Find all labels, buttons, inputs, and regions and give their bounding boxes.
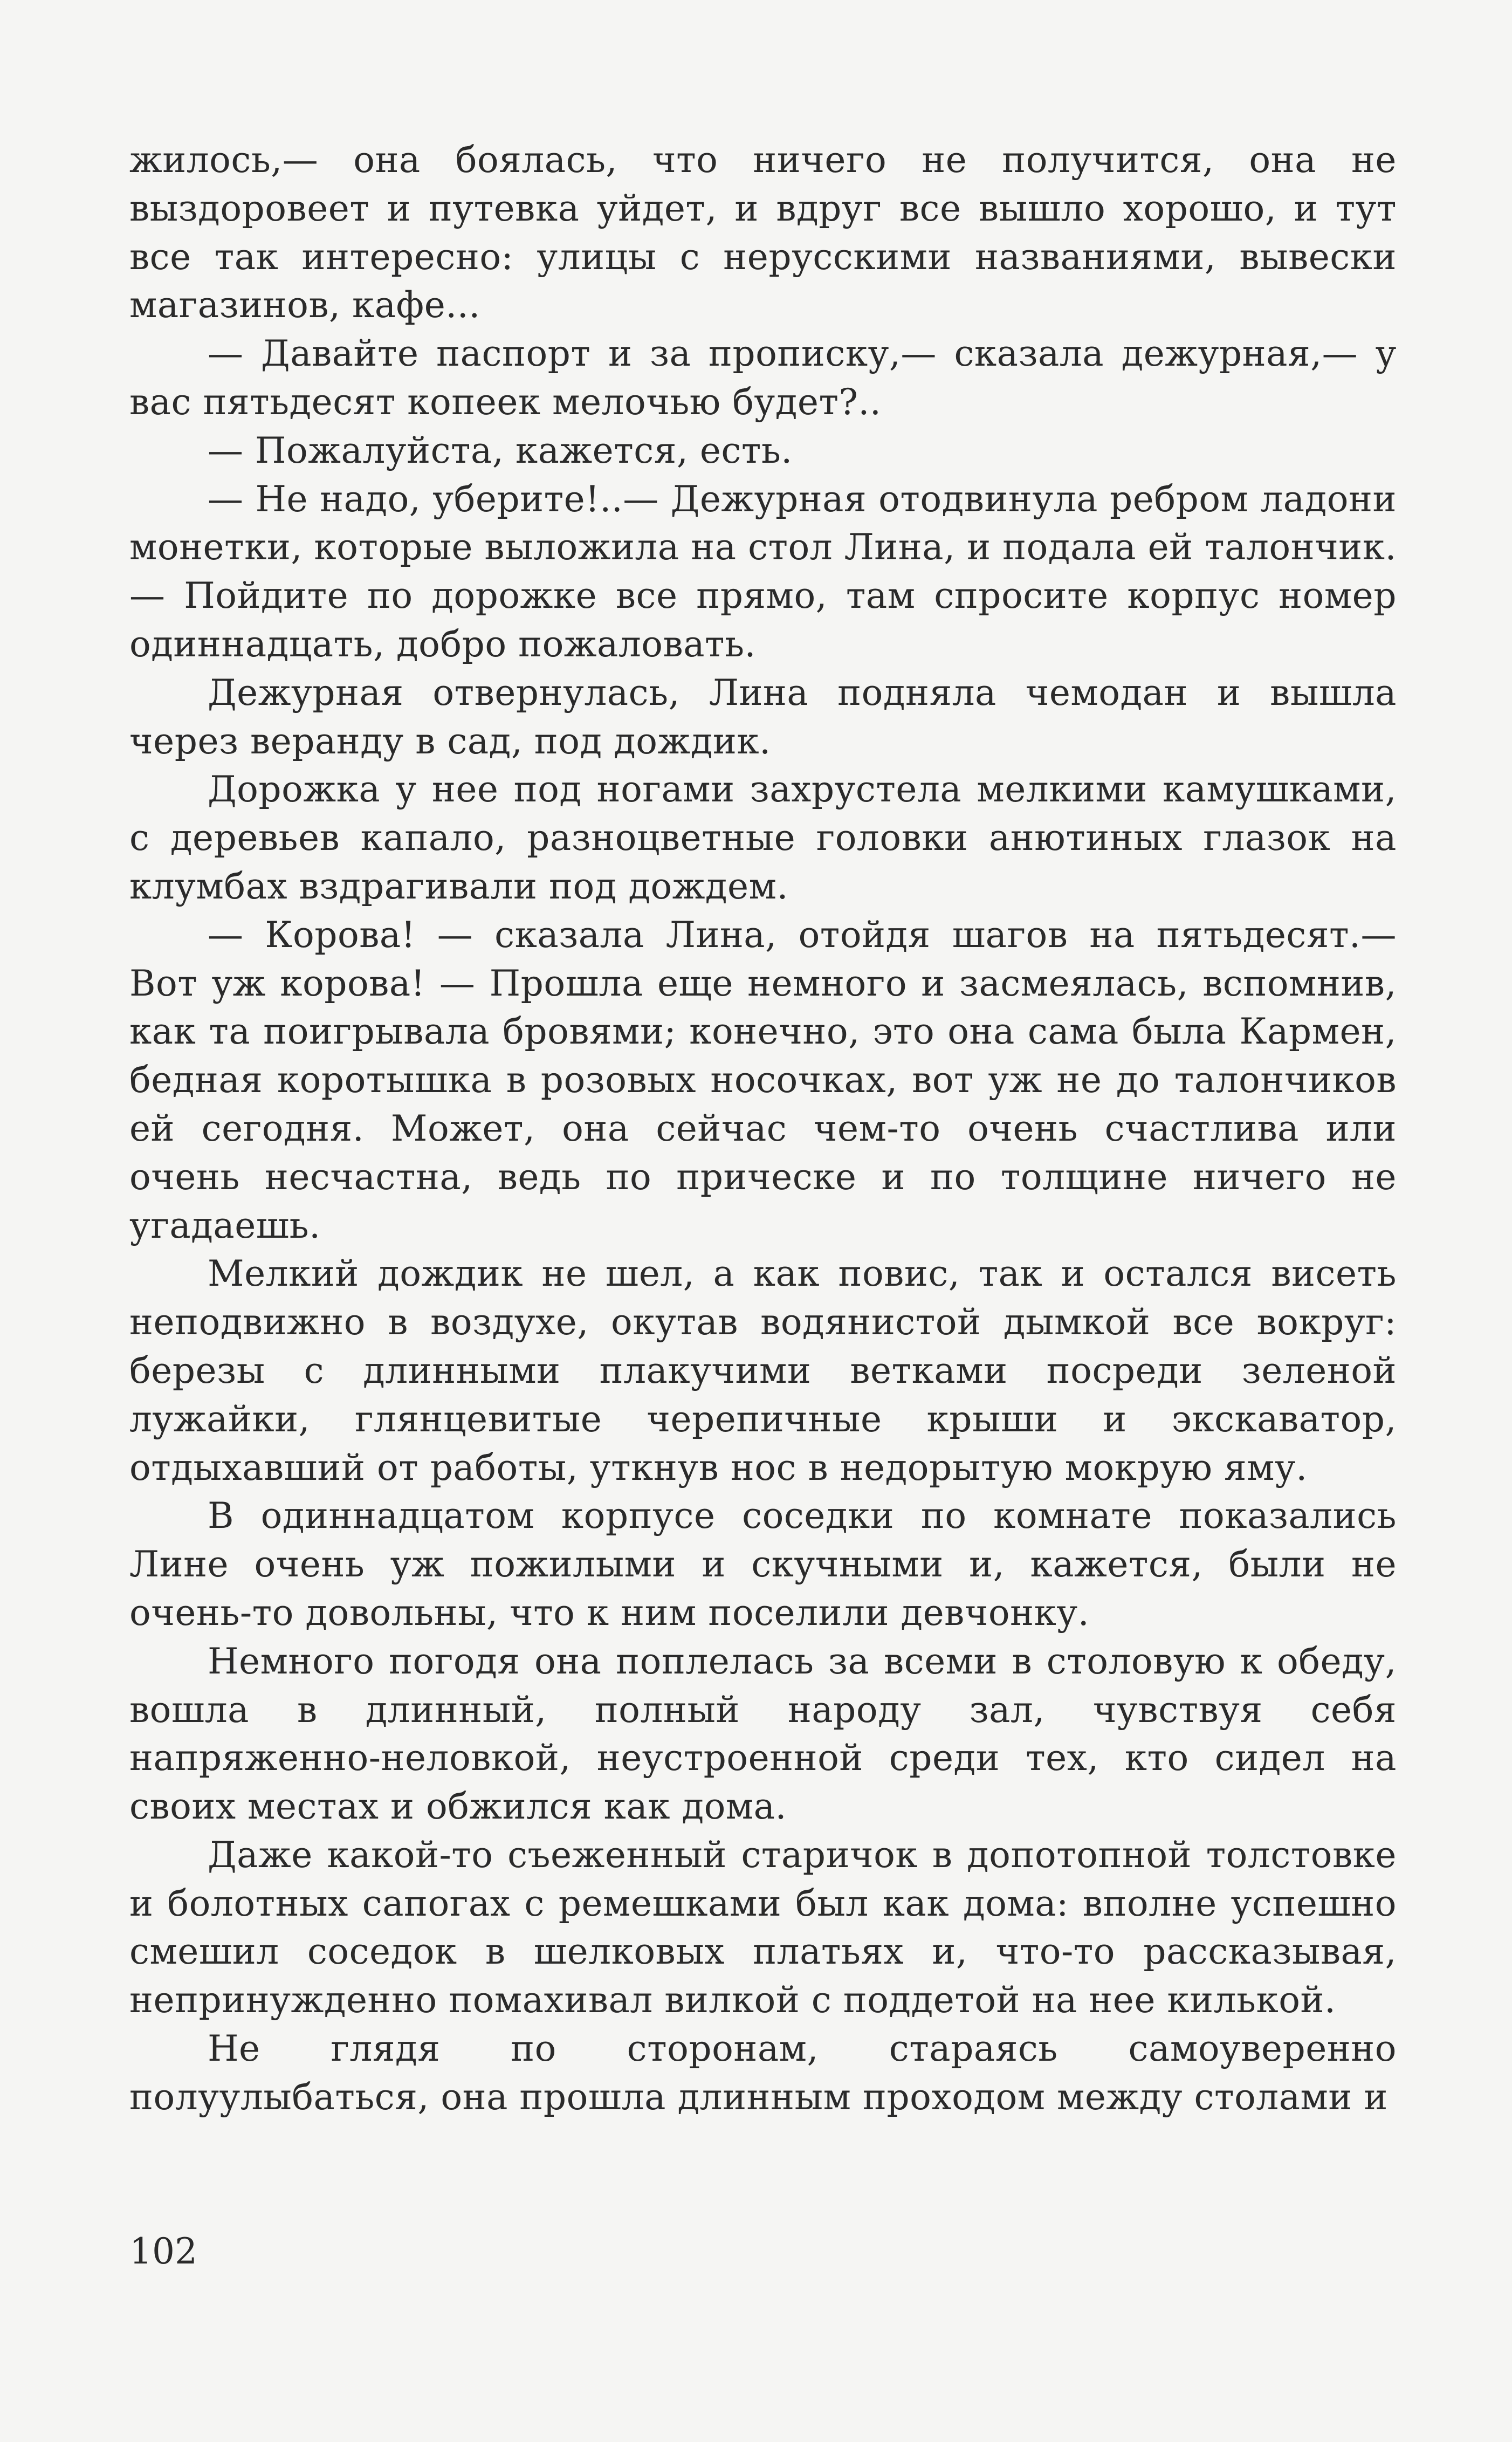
page-text bbox=[129, 136, 1397, 2122]
paragraph-5: Дежурная отвернулась, Лина подняла чемодан и вышла через веранду в сад, под дождик. bbox=[129, 671, 1397, 762]
paragraph-7: — Корова! — сказала Лина, отойдя шагов на пятьдесят.— Вот уж корова! — Прошла еще немного и засмеялась, вспомнив, как та поигрывала бровями; конечно, это она сама была Кармен, бедная коротышка в розовых носочках, вот уж не до талончиков ей сегодня. Может, она сейчас чем-то очень счастлива или очень несчастна, ведь по прическе и по толщине ничего не угадаешь. bbox=[129, 914, 1397, 1246]
paragraph-2: — Давайте паспорт и за прописку,— сказала дежурная,— у вас пятьдесят копеек мелочью будет?.. bbox=[129, 333, 1397, 423]
paragraph-3: — Пожалуйста, кажется, есть. bbox=[208, 429, 793, 471]
paragraph-8: Мелкий дождик не шел, а как повис, так и остался висеть неподвижно в воздухе, окутав водянистой дымкой все вокруг: березы с длинными плакучими ветками посреди зеленой лужайки, глянцевитые черепичные крыши и экскаватор, отдыхавший от работы, уткнув нос в недорытую мокрую яму. bbox=[129, 1253, 1397, 1488]
paragraph-6: Дорожка у нее под ногами захрустела мелкими камушками, с деревьев капало, разноцветные головки анютиных глазок на клумбах вздрагивали под дождем. bbox=[129, 769, 1397, 907]
paragraph-12: Не глядя по сторонам, стараясь самоуверенно полуулыбаться, она прошла длинным проходом между столами и bbox=[129, 2028, 1397, 2118]
paragraph-4: — Не надо, уберите!..— Дежурная отодвинула ребром ладони монетки, которые выложила на стол Лина, и подала ей талончик.— Пойдите по дорожке все прямо, там спросите корпус номер одиннадцать, добро пожаловать. bbox=[129, 478, 1397, 665]
page-number: 102 bbox=[129, 2231, 197, 2272]
paragraph-10: Немного погодя она поплелась за всеми в столовую к обеду, вошла в длинный, полный народу зал, чувствуя себя напряженно-неловкой, неустроенной среди тех, кто сидел на своих местах и обжился как дома. bbox=[129, 1640, 1397, 1828]
paragraph-9: В одиннадцатом корпусе соседки по комнате показались Лине очень уж пожилыми и скучными и, кажется, были не очень-то довольны, что к ним поселили девчонку. bbox=[129, 1495, 1397, 1634]
paragraph-1: жилось,— она боялась, что ничего не получится, она не выздоровеет и путевка уйдет, и вдруг все вышло хорошо, и тут все так интересно: улицы с нерусскими названиями, вывески магазинов, кафе... bbox=[129, 139, 1397, 326]
paragraph-11: Даже какой-то съеженный старичок в допотопной толстовке и болотных сапогах с ремешками был как дома: вполне успешно смешил соседок в шелковых платьях и, что-то рассказывая, непринужденно помахивал вилкой с поддетой на нее килькой. bbox=[129, 1834, 1397, 2021]
